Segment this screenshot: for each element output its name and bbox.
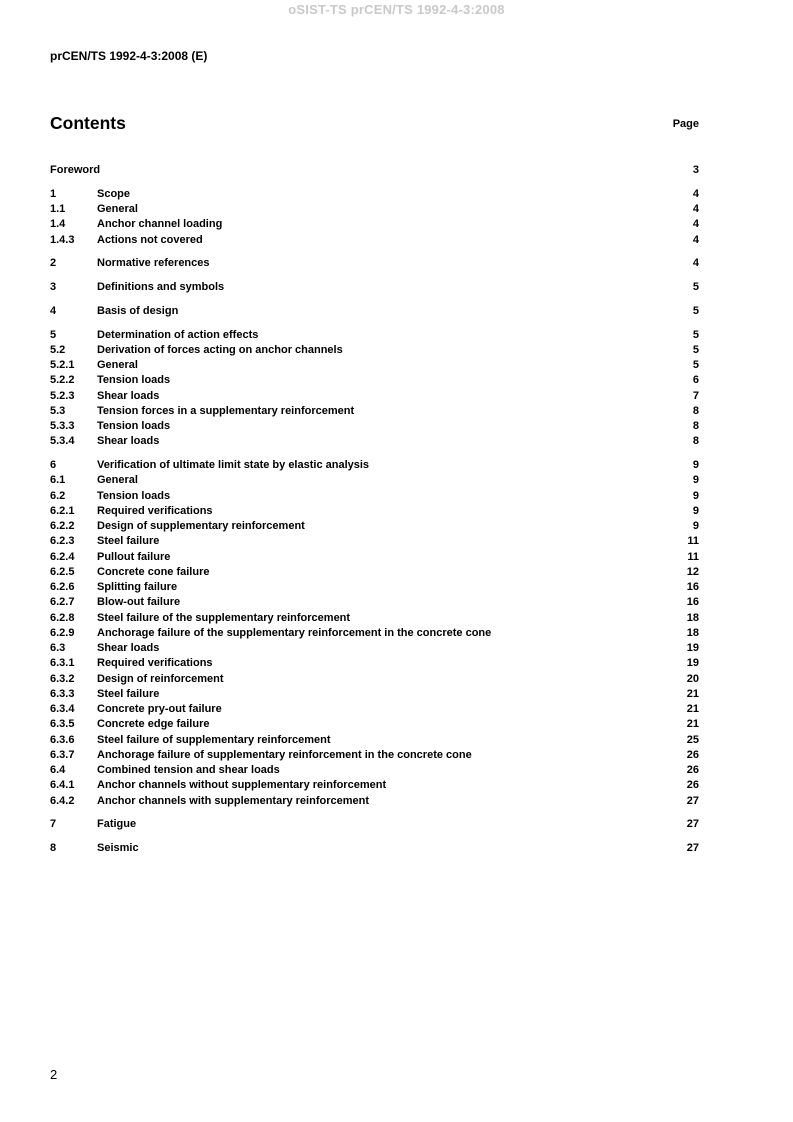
toc-entry[interactable] (50, 404, 699, 419)
toc-entry[interactable] (50, 626, 699, 641)
toc-entry-number: 6.3.3 (50, 687, 75, 700)
toc-entry-number: 5.2.1 (50, 359, 75, 371)
toc-entry-page: 5 (692, 343, 699, 356)
toc-entry[interactable] (50, 641, 699, 656)
toc-entry-page: 4 (692, 233, 699, 246)
toc-entry-page: 18 (686, 626, 699, 639)
toc-entry[interactable] (50, 519, 699, 534)
toc-entry-title: Fatigue (97, 818, 137, 831)
toc-entry[interactable] (50, 304, 699, 319)
toc-entry[interactable] (50, 202, 699, 217)
toc-entry-number: 5 (50, 328, 57, 341)
toc-entry-number: 6.4.2 (50, 794, 75, 807)
toc-entry-page: 9 (692, 459, 699, 471)
toc-entry-title: Blow-out failure (97, 596, 181, 609)
toc-entry-title: Splitting failure (97, 581, 178, 593)
toc-entry-title: Required verifications (97, 657, 213, 670)
toc-entry[interactable] (50, 358, 699, 373)
toc-entry-number: 1.4 (50, 218, 66, 231)
toc-entry-title: Concrete cone failure (97, 565, 210, 578)
toc-entry-page: 9 (692, 474, 699, 487)
page-title: Contents (50, 113, 126, 133)
toc-entry-page: 18 (686, 611, 699, 624)
toc-entry-page: 21 (686, 703, 699, 715)
toc-entry-page: 8 (692, 420, 699, 432)
toc-entry-title: Definitions and symbols (97, 281, 225, 293)
toc-entry-number: 2 (50, 257, 57, 270)
toc-entry-number: 6.2.3 (50, 535, 75, 548)
toc-entry-number: 5.2.3 (50, 389, 75, 402)
toc-entry[interactable] (50, 233, 699, 248)
toc-entry-page: 25 (686, 733, 699, 746)
toc-entry[interactable] (50, 280, 699, 295)
toc-entry-number: 6.3.4 (50, 703, 75, 715)
toc-entry-title: Required verifications (97, 504, 213, 517)
toc-entry[interactable] (50, 794, 699, 809)
toc-entry-title: Seismic (97, 842, 139, 854)
toc-entry-page: 11 (687, 535, 699, 548)
toc-entry-number: 5.2.2 (50, 374, 75, 387)
toc-entry-number: 1.4.3 (50, 233, 75, 246)
toc-entry-page: 26 (686, 779, 699, 792)
toc-entry-number: 6.2.5 (50, 565, 75, 578)
toc-entry-number: 6.2.2 (50, 520, 75, 532)
toc-entry-title: Tension loads (97, 489, 171, 502)
toc-entry-page: 6 (692, 374, 699, 387)
toc-entry-page: 9 (692, 489, 699, 502)
toc-entry-page: 4 (692, 203, 699, 215)
toc-entry[interactable] (50, 504, 699, 519)
toc-entry-number: 6.3.5 (50, 718, 75, 731)
toc-entry-title: Tension loads (97, 374, 171, 387)
toc-entry-page: 9 (692, 504, 699, 517)
toc-entry-number: 6.2.7 (50, 596, 75, 609)
toc-entry-number: 6.3.1 (50, 657, 75, 670)
toc-entry-title: Shear loads (97, 642, 160, 654)
toc-entry-title: Foreword (50, 164, 101, 176)
toc-entry[interactable] (50, 611, 699, 626)
toc-entry-number: 3 (50, 281, 57, 293)
toc-entry-page: 20 (686, 672, 699, 685)
toc-entry-page: 11 (687, 550, 699, 563)
toc-entry-title: Shear loads (97, 435, 160, 448)
toc-entry[interactable] (50, 565, 699, 580)
toc-entry-number: 1 (50, 187, 57, 200)
toc-entry-title: Anchor channel loading (97, 218, 223, 231)
toc-entry[interactable] (50, 343, 699, 358)
toc-entry-page: 27 (686, 794, 699, 807)
toc-entry-number: 4 (50, 304, 57, 317)
page-number: 2 (50, 1067, 58, 1082)
toc-entry-number: 6.2.1 (50, 504, 75, 517)
toc-entry-number: 6.2 (50, 489, 66, 502)
toc-entry[interactable] (50, 702, 699, 717)
toc-entry-page: 12 (686, 565, 699, 578)
toc-entry-title: Verification of ultimate limit state by elastic analysis (97, 459, 370, 471)
toc-entry[interactable] (50, 763, 699, 778)
toc-entry-page: 21 (686, 718, 699, 731)
toc-entry[interactable] (50, 187, 699, 202)
toc-entry[interactable] (50, 672, 699, 687)
toc-entry[interactable] (50, 373, 699, 388)
toc-entry-page: 26 (686, 764, 699, 776)
toc-entry-number: 8 (50, 842, 57, 854)
toc-entry-page: 5 (692, 304, 699, 317)
toc-entry-page: 4 (692, 218, 699, 231)
toc-entry-title: Shear loads (97, 389, 160, 402)
toc-entry[interactable] (50, 419, 699, 434)
toc-entry-page: 8 (692, 435, 699, 448)
toc-entry-title: Design of reinforcement (97, 672, 224, 685)
toc-entry[interactable] (50, 748, 699, 763)
toc-entry[interactable] (50, 733, 699, 748)
toc-entry-title: Steel failure (97, 687, 160, 700)
toc-entry-number: 1.1 (50, 203, 66, 215)
toc-entry-title: Design of supplementary reinforcement (97, 520, 305, 532)
toc-entry[interactable] (50, 534, 699, 549)
toc-entry[interactable] (50, 841, 699, 856)
toc-entry-title: Concrete edge failure (97, 718, 210, 731)
toc-entry[interactable] (50, 817, 699, 832)
toc-entry[interactable] (50, 434, 699, 449)
toc-entry-page: 7 (692, 389, 699, 402)
toc-entry-title: Derivation of forces acting on anchor channels (97, 343, 343, 356)
toc-entry-page: 26 (686, 748, 699, 761)
toc-entry-page: 19 (686, 642, 699, 654)
toc-entry-page: 3 (692, 164, 699, 176)
toc-entry-number: 6.3.6 (50, 733, 75, 746)
toc-entry-title: Anchorage failure of supplementary reinforcement in the concrete cone (97, 748, 472, 761)
toc-entry-number: 5.3 (50, 404, 66, 417)
document-id: prCEN/TS 1992-4-3:2008 (E) (50, 49, 208, 63)
toc-entry-title: Tension loads (97, 420, 171, 432)
toc-entry-title: Anchor channels without supplementary reinforcement (97, 779, 387, 792)
toc-entry-title: Scope (97, 187, 131, 200)
toc-entry-number: 6 (50, 459, 57, 471)
toc-entry-page: 4 (692, 187, 699, 200)
toc-entry-number: 6.1 (50, 474, 66, 487)
toc-entry-title: Concrete pry-out failure (97, 703, 222, 715)
toc-entry-title: Steel failure of supplementary reinforcement (97, 733, 331, 746)
toc-entry-page: 5 (692, 328, 699, 341)
toc-entry-title: Tension forces in a supplementary reinforcement (97, 404, 355, 417)
toc-entry-page: 5 (692, 281, 699, 293)
toc-entry-title: Anchorage failure of the supplementary reinforcement in the concrete cone (97, 626, 492, 639)
toc-entry[interactable] (50, 778, 699, 793)
toc-entry-number: 6.3 (50, 642, 66, 654)
toc-entry-number: 6.2.8 (50, 611, 75, 624)
toc-entry-number: 5.2 (50, 343, 66, 356)
toc-entry[interactable] (50, 656, 699, 671)
toc-entry[interactable] (50, 473, 699, 488)
toc-entry[interactable] (50, 389, 699, 404)
toc-entry-title: Pullout failure (97, 550, 171, 563)
table-of-contents (50, 163, 699, 856)
toc-entry-page: 27 (686, 842, 699, 854)
toc-entry-title: Steel failure (97, 535, 160, 548)
toc-entry-title: Actions not covered (97, 233, 203, 246)
toc-entry-title: General (97, 359, 138, 371)
toc-entry[interactable] (50, 458, 699, 473)
toc-entry-title: Combined tension and shear loads (97, 764, 280, 776)
toc-entry-number: 6.2.9 (50, 626, 75, 639)
toc-entry-title: General (97, 474, 138, 487)
toc-entry[interactable] (50, 595, 699, 610)
toc-entry-page: 21 (686, 687, 699, 700)
toc-entry-title: Determination of action effects (97, 328, 259, 341)
toc-entry-page: 9 (692, 520, 699, 532)
watermark-text: oSIST-TS prCEN/TS 1992-4-3:2008 (288, 2, 505, 17)
toc-entry[interactable] (50, 256, 699, 271)
toc-entry-title: Normative references (97, 257, 210, 270)
toc-entry-page: 4 (692, 257, 699, 270)
toc-entry[interactable] (50, 163, 699, 178)
toc-entry-number: 6.2.6 (50, 581, 75, 593)
toc-entry-number: 5.3.4 (50, 435, 75, 448)
toc-entry[interactable] (50, 217, 699, 232)
page-column-label: Page (672, 118, 699, 130)
toc-entry-title: Steel failure of the supplementary reinforcement (97, 611, 351, 624)
toc-entry-page: 16 (686, 596, 699, 609)
toc-entry-number: 6.4.1 (50, 779, 75, 792)
toc-entry-number: 6.3.7 (50, 748, 75, 761)
toc-entry-number: 6.3.2 (50, 672, 75, 685)
toc-entry[interactable] (50, 687, 699, 702)
toc-entry-page: 8 (692, 404, 699, 417)
toc-entry-page: 19 (686, 657, 699, 670)
toc-entry-number: 6.4 (50, 764, 66, 776)
toc-entry-title: Basis of design (97, 304, 179, 317)
toc-entry-number: 6.2.4 (50, 550, 75, 563)
toc-entry[interactable] (50, 328, 699, 343)
toc-entry-number: 7 (50, 818, 57, 831)
toc-entry-title: General (97, 203, 138, 215)
toc-entry-page: 5 (692, 359, 699, 371)
toc-entry-page: 16 (686, 581, 699, 593)
toc-entry[interactable] (50, 717, 699, 732)
toc-entry-title: Anchor channels with supplementary reinforcement (97, 794, 370, 807)
toc-entry-number: 5.3.3 (50, 420, 75, 432)
toc-entry[interactable] (50, 580, 699, 595)
toc-entry-page: 27 (686, 818, 699, 831)
toc-entry[interactable] (50, 550, 699, 565)
toc-entry[interactable] (50, 489, 699, 504)
